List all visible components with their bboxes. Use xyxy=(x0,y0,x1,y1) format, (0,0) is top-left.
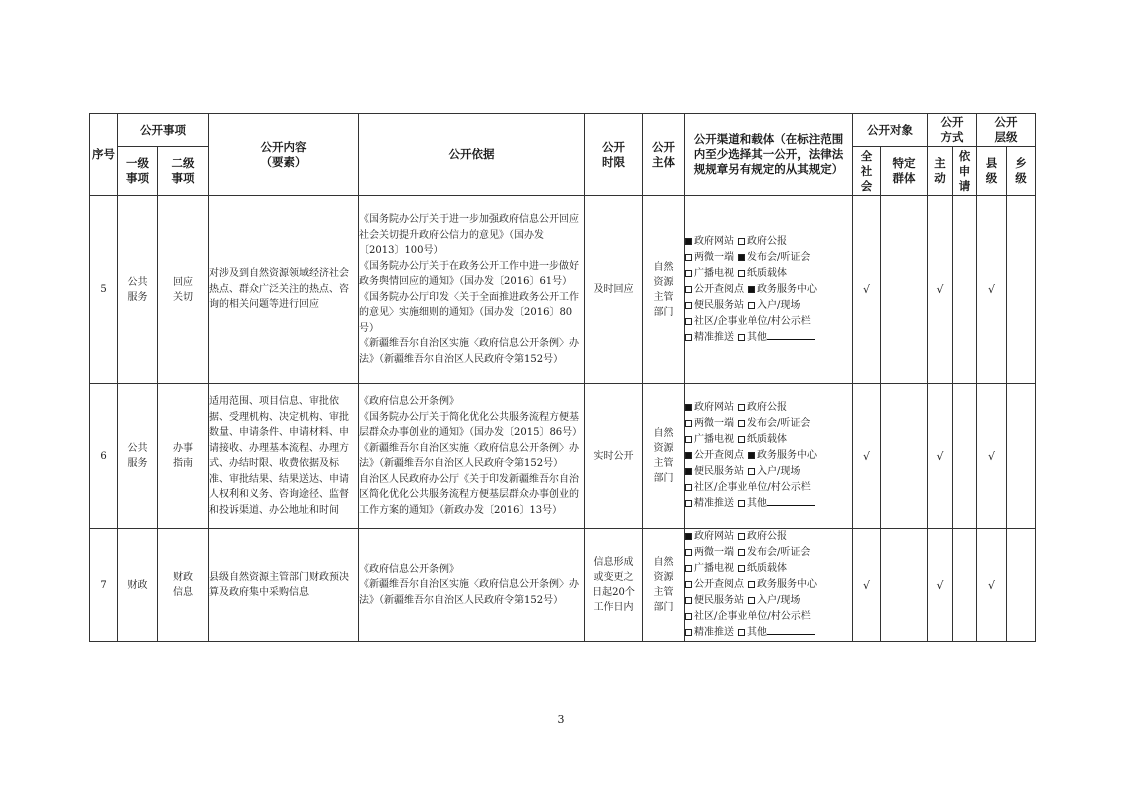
unchecked-box-icon[interactable] xyxy=(738,238,745,245)
basis-item: 《新疆维吾尔自治区实施〈政府信息公开条例〉办法》（新疆维吾尔自治区人民政府令第152号） xyxy=(359,579,579,606)
cell-level-county: √ xyxy=(977,196,1007,384)
channel-label: 政府网站 xyxy=(694,402,734,413)
cell-subject-line: 部门 xyxy=(653,473,674,484)
cell-level2 xyxy=(158,529,209,642)
cell-level-county: √ xyxy=(977,529,1007,642)
channel-label: 两微一端 xyxy=(694,418,734,429)
header-level-township: 乡 级 xyxy=(1007,147,1036,196)
cell-level1-line: 服务 xyxy=(127,291,148,303)
channel-option[interactable] xyxy=(685,627,734,638)
cell-mode-active: √ xyxy=(928,529,953,642)
channel-label: 便民服务站 xyxy=(694,466,744,477)
channel-option[interactable] xyxy=(685,498,734,509)
unchecked-box-icon[interactable] xyxy=(685,254,692,261)
cell-subject xyxy=(643,196,685,384)
cell-channels xyxy=(685,196,853,384)
channel-line xyxy=(685,416,852,432)
unchecked-box-icon[interactable] xyxy=(685,581,692,588)
channel-line xyxy=(685,330,852,346)
channel-option[interactable] xyxy=(685,284,744,295)
header-subject: 公开 主体 xyxy=(643,114,685,196)
channel-line xyxy=(685,609,852,625)
unchecked-box-icon[interactable] xyxy=(738,629,745,636)
cell-subject-line: 自然 xyxy=(653,261,674,273)
channel-label: 广播电视 xyxy=(694,267,734,279)
channel-label: 其他 xyxy=(747,498,767,509)
channel-line xyxy=(685,529,852,545)
channel-option[interactable] xyxy=(748,450,817,461)
channel-line xyxy=(685,625,852,641)
unchecked-box-icon[interactable] xyxy=(685,302,692,309)
checked-box-icon[interactable] xyxy=(685,404,692,411)
cell-time-limit-line: 信息形成 xyxy=(593,557,634,568)
channel-label: 政府网站 xyxy=(694,235,734,247)
checked-box-icon[interactable] xyxy=(738,254,745,261)
cell-channels xyxy=(685,529,853,642)
cell-basis xyxy=(359,529,585,642)
channel-label: 精准推送 xyxy=(694,627,734,638)
channel-label: 纸质载体 xyxy=(747,267,787,279)
cell-channels xyxy=(685,384,853,529)
channel-label: 政府公报 xyxy=(747,235,787,247)
channel-label: 公开查阅点 xyxy=(694,283,744,295)
cell-time-limit xyxy=(585,384,643,529)
cell-subject xyxy=(643,529,685,642)
cell-level1 xyxy=(118,529,158,642)
cell-time-limit xyxy=(585,529,643,642)
cell-content: 县级自然资源主管部门财政预决算及政府集中采购信息 xyxy=(209,529,359,642)
header-seq: 序号 xyxy=(90,114,118,196)
channel-line xyxy=(685,400,852,416)
unchecked-box-icon[interactable] xyxy=(748,597,755,604)
header-target-specific: 特定 群体 xyxy=(881,147,928,196)
channel-option[interactable] xyxy=(748,300,800,311)
channel-label: 精准推送 xyxy=(694,331,734,343)
cell-time-limit xyxy=(585,196,643,384)
cell-level-township xyxy=(1007,529,1036,642)
unchecked-box-icon[interactable] xyxy=(738,533,745,540)
channel-option[interactable] xyxy=(685,402,734,413)
unchecked-box-icon[interactable] xyxy=(738,334,745,341)
cell-level2 xyxy=(158,384,209,529)
channel-line xyxy=(685,250,852,266)
channel-line xyxy=(685,480,852,496)
basis-item: 自治区人民政府办公厅《关于印发新疆维吾尔自治区简化优化公共服务流程方便基层群众办事创业的工作方案的通知》（新政办发〔2016〕13号） xyxy=(359,473,579,516)
cell-level2 xyxy=(158,196,209,384)
unchecked-box-icon[interactable] xyxy=(748,468,755,475)
cell-seq: 7 xyxy=(90,529,118,642)
header-content: 公开内容 （要素） xyxy=(209,114,359,196)
basis-item: 《新疆维吾尔自治区实施〈政府信息公开条例〉办法》（新疆维吾尔自治区人民政府令第152号） xyxy=(359,442,579,469)
cell-level-township xyxy=(1007,384,1036,529)
unchecked-box-icon[interactable] xyxy=(685,286,692,293)
channel-label: 政务服务中心 xyxy=(757,579,817,590)
channel-option[interactable] xyxy=(738,332,815,343)
channel-line xyxy=(685,593,852,609)
cell-time-limit-line: 实时公开 xyxy=(593,450,634,462)
channel-label: 政务服务中心 xyxy=(757,283,817,295)
unchecked-box-icon[interactable] xyxy=(685,270,692,277)
channel-line xyxy=(685,561,852,577)
channel-option[interactable] xyxy=(738,268,787,279)
unchecked-box-icon[interactable] xyxy=(738,404,745,411)
unchecked-box-icon[interactable] xyxy=(685,318,692,325)
checked-box-icon[interactable] xyxy=(685,468,692,475)
channel-option[interactable] xyxy=(685,547,734,558)
unchecked-box-icon[interactable] xyxy=(748,581,755,588)
unchecked-box-icon[interactable] xyxy=(685,484,692,491)
unchecked-box-icon[interactable] xyxy=(738,549,745,556)
checked-box-icon[interactable] xyxy=(685,238,692,245)
cell-subject-line: 资源 xyxy=(653,572,674,583)
channel-label: 社区/企事业单位/村公示栏 xyxy=(694,611,811,622)
cell-basis xyxy=(359,196,585,384)
channel-option[interactable] xyxy=(685,531,734,542)
channel-option[interactable] xyxy=(748,595,800,606)
checked-box-icon[interactable] xyxy=(685,533,692,540)
channel-line xyxy=(685,545,852,561)
channel-label: 发布会/听证会 xyxy=(747,251,811,263)
cell-level1-line: 公共 xyxy=(127,276,148,288)
checked-box-icon[interactable] xyxy=(748,286,755,293)
channel-option[interactable] xyxy=(685,595,744,606)
channel-label: 公开查阅点 xyxy=(694,450,744,461)
checked-box-icon[interactable] xyxy=(748,452,755,459)
channel-label: 社区/企事业单位/村公示栏 xyxy=(694,315,811,327)
channel-label: 其他 xyxy=(747,627,767,638)
channel-label: 政务服务中心 xyxy=(757,450,817,461)
cell-subject-line: 主管 xyxy=(653,291,674,303)
channel-line xyxy=(685,234,852,250)
channel-option[interactable] xyxy=(738,563,787,574)
channel-option[interactable] xyxy=(748,579,817,590)
header-channel: 公开渠道和载体（在标注范围 内至少选择其一公开，法律法 规规章另有规定的从其规定） xyxy=(685,114,853,196)
channel-option[interactable] xyxy=(738,236,787,247)
header-target-group: 公开对象 xyxy=(853,114,928,147)
cell-level2-line: 回应 xyxy=(173,276,193,288)
basis-item: 《国务院办公厅关于在政务公开工作中进一步做好政务舆情回应的通知》（国办发〔2016〕61号） xyxy=(359,260,579,287)
cell-level1 xyxy=(118,384,158,529)
cell-target-all: √ xyxy=(853,529,881,642)
channel-label: 精准推送 xyxy=(694,498,734,509)
cell-content: 对涉及到自然资源领域经济社会热点、群众广泛关注的热点、咨询的相关问题等进行回应 xyxy=(209,196,359,384)
cell-mode-request xyxy=(953,384,977,529)
channel-option[interactable] xyxy=(685,252,734,263)
cell-level-county: √ xyxy=(977,384,1007,529)
channel-option[interactable] xyxy=(685,236,734,247)
channel-option[interactable] xyxy=(738,402,787,413)
channel-option[interactable] xyxy=(738,252,810,263)
cell-subject-line: 自然 xyxy=(653,557,674,568)
cell-level2-line: 指南 xyxy=(173,458,193,469)
channel-option[interactable] xyxy=(685,579,744,590)
unchecked-box-icon[interactable] xyxy=(685,613,692,620)
channel-label: 公开查阅点 xyxy=(694,579,744,590)
channel-label: 入户/现场 xyxy=(757,299,801,311)
channel-label: 发布会/听证会 xyxy=(747,418,811,429)
cell-target-all: √ xyxy=(853,196,881,384)
basis-item: 《政府信息公开条例》 xyxy=(359,396,459,407)
channel-option[interactable] xyxy=(738,627,815,638)
fill-blank xyxy=(767,330,815,340)
basis-item: 《国务院办公厅关于进一步加强政府信息公开回应社会关切提升政府公信力的意见》（国办发〔2013〕100号） xyxy=(359,214,579,256)
channel-option[interactable] xyxy=(738,418,810,429)
unchecked-box-icon[interactable] xyxy=(738,436,745,443)
unchecked-box-icon[interactable] xyxy=(738,500,745,507)
disclosure-table xyxy=(89,113,1036,642)
channel-option[interactable] xyxy=(685,418,734,429)
table-row xyxy=(90,529,1036,642)
basis-item: 《国务院办公厅印发〈关于全面推进政务公开工作的意见〉实施细则的通知》（国办发〔2016〕80号） xyxy=(359,291,579,334)
channel-label: 政府公报 xyxy=(747,402,787,413)
cell-target-specific xyxy=(881,384,928,529)
basis-item: 《新疆维吾尔自治区实施〈政府信息公开条例〉办法》（新疆维吾尔自治区人民政府令第152号） xyxy=(359,338,579,365)
channel-label: 纸质载体 xyxy=(747,563,787,574)
header-mode-request: 依 申 请 xyxy=(953,147,977,196)
channel-label: 政府网站 xyxy=(694,531,734,542)
basis-item: 《国务院办公厅关于简化优化公共服务流程方便基层群众办事创业的通知》（国办发〔2015〕86号） xyxy=(359,411,583,438)
cell-time-limit-line: 及时回应 xyxy=(593,284,634,295)
cell-seq: 6 xyxy=(90,384,118,529)
unchecked-box-icon[interactable] xyxy=(738,420,745,427)
channel-option[interactable] xyxy=(685,300,744,311)
unchecked-box-icon[interactable] xyxy=(738,270,745,277)
cell-level2-line: 财政 xyxy=(173,572,193,583)
channel-option[interactable] xyxy=(685,450,744,461)
channel-line xyxy=(685,448,852,464)
cell-level-township xyxy=(1007,196,1036,384)
checked-box-icon[interactable] xyxy=(685,452,692,459)
channel-option[interactable] xyxy=(685,466,744,477)
cell-subject-line: 部门 xyxy=(653,602,674,613)
basis-item: 《政府信息公开条例》 xyxy=(359,563,459,575)
header-level2: 二级 事项 xyxy=(158,147,209,196)
channel-line xyxy=(685,464,852,480)
cell-target-specific xyxy=(881,196,928,384)
header-time-limit: 公开 时限 xyxy=(585,114,643,196)
channel-option[interactable] xyxy=(685,482,811,493)
channel-option[interactable] xyxy=(685,332,734,343)
header-mode-group: 公开 方式 xyxy=(928,114,977,147)
channel-label: 广播电视 xyxy=(694,434,734,445)
unchecked-box-icon[interactable] xyxy=(685,629,692,636)
channel-line xyxy=(685,496,852,512)
channel-label: 发布会/听证会 xyxy=(747,547,811,558)
channel-label: 其他 xyxy=(747,331,767,343)
cell-subject xyxy=(643,384,685,529)
unchecked-box-icon[interactable] xyxy=(738,565,745,572)
table-row xyxy=(90,196,1036,384)
channel-option[interactable] xyxy=(685,563,734,574)
cell-mode-active: √ xyxy=(928,196,953,384)
unchecked-box-icon[interactable] xyxy=(685,597,692,604)
unchecked-box-icon[interactable] xyxy=(685,436,692,443)
cell-level2-line: 关切 xyxy=(173,291,193,303)
page-number: 3 xyxy=(557,713,565,726)
unchecked-box-icon[interactable] xyxy=(685,420,692,427)
cell-level1-line: 财政 xyxy=(127,579,148,591)
channel-option[interactable] xyxy=(738,498,815,509)
header-level-county: 县 级 xyxy=(977,147,1007,196)
cell-level2-line: 办事 xyxy=(173,443,193,454)
channel-line xyxy=(685,298,852,314)
channel-label: 政府公报 xyxy=(747,531,787,542)
channel-option[interactable] xyxy=(685,316,811,327)
header-basis: 公开依据 xyxy=(359,114,585,196)
channel-option[interactable] xyxy=(738,547,810,558)
channel-label: 便民服务站 xyxy=(694,299,744,311)
unchecked-box-icon[interactable] xyxy=(748,302,755,309)
cell-level1-line: 公共 xyxy=(127,443,148,454)
header-level1: 一级 事项 xyxy=(118,147,158,196)
cell-subject-line: 主管 xyxy=(653,458,674,469)
header-item-group: 公开事项 xyxy=(118,114,209,147)
channel-option[interactable] xyxy=(738,531,787,542)
cell-subject-line: 部门 xyxy=(653,306,674,318)
cell-seq: 5 xyxy=(90,196,118,384)
cell-mode-request xyxy=(953,529,977,642)
channel-option[interactable] xyxy=(685,268,734,279)
fill-blank xyxy=(767,625,815,635)
channel-label: 入户/现场 xyxy=(757,595,801,606)
channel-label: 两微一端 xyxy=(694,251,734,263)
header-level-group: 公开 层级 xyxy=(977,114,1036,147)
channel-label: 纸质载体 xyxy=(747,434,787,445)
cell-subject-line: 资源 xyxy=(653,276,674,288)
channel-option[interactable] xyxy=(748,466,800,477)
channel-line xyxy=(685,314,852,330)
channel-label: 广播电视 xyxy=(694,563,734,574)
header-row-1 xyxy=(90,114,1036,147)
cell-time-limit-line: 日起20个 xyxy=(592,587,635,598)
cell-target-all: √ xyxy=(853,384,881,529)
channel-line xyxy=(685,432,852,448)
header-target-all: 全 社 会 xyxy=(853,147,881,196)
cell-level2-line: 信息 xyxy=(173,587,193,598)
channel-option[interactable] xyxy=(748,284,817,295)
unchecked-box-icon[interactable] xyxy=(685,549,692,556)
channel-line xyxy=(685,266,852,282)
cell-subject-line: 自然 xyxy=(653,428,674,439)
cell-basis xyxy=(359,384,585,529)
table-row xyxy=(90,384,1036,529)
cell-target-specific xyxy=(881,529,928,642)
cell-level1-line: 服务 xyxy=(127,458,148,469)
cell-content: 适用范围、项目信息、审批依据、受理机构、决定机构、审批数量、申请条件、申请材料、申请接收、办理基本流程、办理方式、办结时限、收费依据及标准、审批结果、结果送达、申请人权利和义务、咨询途径、监督和投诉渠道、办公地址和时间 xyxy=(209,384,359,529)
cell-mode-active: √ xyxy=(928,384,953,529)
cell-mode-request xyxy=(953,196,977,384)
unchecked-box-icon[interactable] xyxy=(685,334,692,341)
unchecked-box-icon[interactable] xyxy=(685,565,692,572)
channel-label: 两微一端 xyxy=(694,547,734,558)
cell-subject-line: 主管 xyxy=(653,587,674,598)
header-mode-active: 主 动 xyxy=(928,147,953,196)
channel-option[interactable] xyxy=(738,434,787,445)
channel-label: 便民服务站 xyxy=(694,595,744,606)
channel-line xyxy=(685,577,852,593)
table-body xyxy=(90,196,1036,642)
cell-time-limit-line: 或变更之 xyxy=(593,572,634,583)
channel-option[interactable] xyxy=(685,434,734,445)
channel-label: 入户/现场 xyxy=(757,466,801,477)
channel-line xyxy=(685,282,852,298)
channel-label: 社区/企事业单位/村公示栏 xyxy=(694,482,811,493)
cell-level1 xyxy=(118,196,158,384)
unchecked-box-icon[interactable] xyxy=(685,500,692,507)
fill-blank xyxy=(767,496,815,506)
cell-time-limit-line: 工作日内 xyxy=(593,602,634,613)
channel-option[interactable] xyxy=(685,611,811,622)
cell-subject-line: 资源 xyxy=(653,443,674,454)
